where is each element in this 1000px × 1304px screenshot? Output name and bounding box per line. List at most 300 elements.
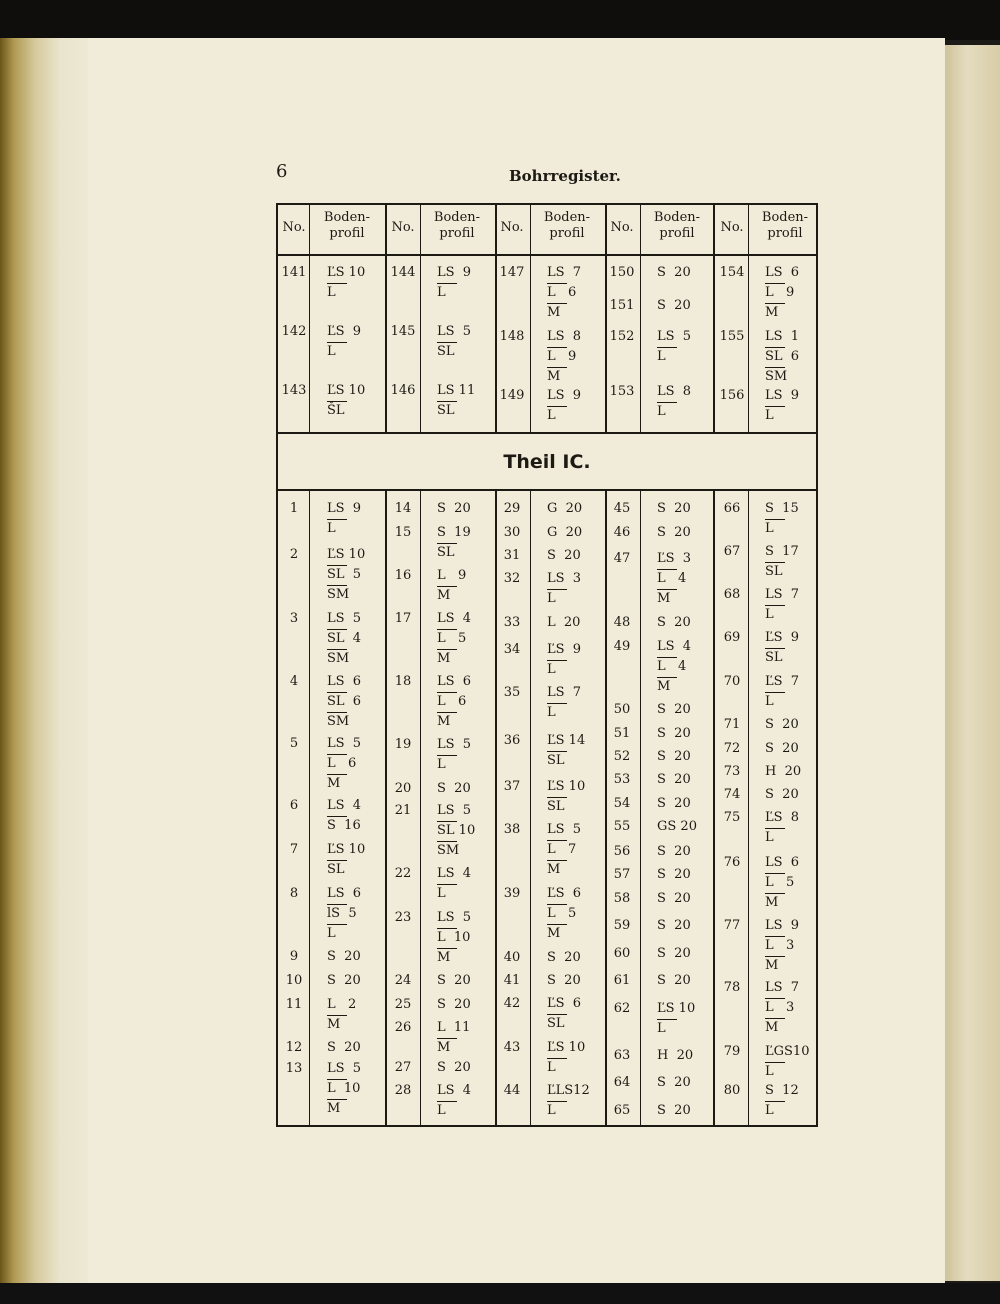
row-number: 60	[613, 946, 631, 961]
soil-profile-line: S 20	[437, 973, 471, 988]
row-number: 72	[723, 741, 741, 756]
soil-profile-line: L	[657, 404, 666, 419]
soil-profile-line: S 20	[657, 726, 691, 741]
soil-profile-line: ĽS 10	[327, 547, 366, 562]
header-line-1: Boden-	[653, 210, 701, 225]
soil-profile-line: S 20	[657, 525, 691, 540]
soil-profile-line: M	[327, 1101, 341, 1116]
soil-profile-line: S 20	[765, 717, 799, 732]
soil-profile-line: SL	[437, 344, 455, 359]
layer-boundary-rule	[547, 924, 567, 925]
header-no: No.	[610, 220, 634, 235]
row-number: 11	[285, 997, 303, 1012]
layer-boundary-rule	[547, 347, 567, 348]
row-number: 39	[503, 886, 521, 901]
soil-profile-line: L	[547, 591, 556, 606]
soil-profile-line: ĽS 10	[327, 842, 366, 857]
soil-profile-line: S 20	[437, 501, 471, 516]
soil-profile-line: M	[765, 895, 779, 910]
soil-profile-line: GS 20	[657, 819, 697, 834]
soil-profile-line: ĽS 10	[327, 265, 366, 280]
row-number: 155	[719, 329, 745, 344]
soil-profile-line: L	[657, 1021, 666, 1036]
soil-profile-line: LS 1	[765, 329, 800, 344]
soil-profile-line: ĽS 7	[765, 674, 800, 689]
soil-profile-line: SM	[437, 843, 460, 858]
soil-profile-line: S 20	[657, 702, 691, 717]
layer-boundary-rule	[327, 342, 347, 343]
row-number: 47	[613, 551, 631, 566]
header-line-2: profil	[439, 226, 475, 241]
row-number: 65	[613, 1103, 631, 1118]
row-number: 63	[613, 1048, 631, 1063]
layer-boundary-rule	[327, 904, 347, 905]
row-number: 148	[499, 329, 525, 344]
column-divider	[530, 491, 531, 1125]
soil-profile-line: M	[437, 651, 451, 666]
row-number: 149	[499, 388, 525, 403]
soil-profile-line: SL	[547, 753, 565, 768]
soil-profile-line: S 20	[657, 867, 691, 882]
row-number: 151	[609, 298, 635, 313]
layer-boundary-rule	[765, 283, 785, 284]
layer-boundary-rule	[657, 1019, 677, 1020]
row-number: 2	[289, 547, 299, 562]
soil-profile-line: S 20	[657, 501, 691, 516]
soil-profile-line: L 9	[547, 349, 577, 364]
soil-profile-line: ĽS 8	[765, 810, 800, 825]
layer-boundary-rule	[327, 924, 347, 925]
soil-profile-line: L 6	[547, 285, 577, 300]
row-number: 77	[723, 918, 741, 933]
soil-profile-line: SL 10	[437, 823, 476, 838]
soil-profile-line: SL	[765, 564, 783, 579]
soil-profile-line: S 20	[657, 1075, 691, 1090]
row-number: 4	[289, 674, 299, 689]
header-bodenprofil	[315, 210, 379, 242]
soil-profile-line: M	[657, 591, 671, 606]
soil-profile-line: S 20	[657, 973, 691, 988]
layer-boundary-rule	[327, 565, 347, 566]
scan-bottom-border	[0, 1283, 1000, 1304]
column-divider	[309, 491, 310, 1125]
layer-boundary-rule	[765, 519, 785, 520]
soil-profile-line: LS 4	[437, 1083, 472, 1098]
soil-profile-line: L 10	[437, 930, 471, 945]
soil-profile-line: S 12	[765, 1083, 799, 1098]
layer-boundary-rule	[547, 283, 567, 284]
section-rule	[276, 489, 818, 491]
row-number: 51	[613, 726, 631, 741]
layer-boundary-rule	[765, 1101, 785, 1102]
soil-profile-line: S 20	[547, 973, 581, 988]
layer-boundary-rule	[547, 797, 567, 798]
soil-profile-line: H 20	[765, 764, 802, 779]
soil-profile-line: ĽS 10	[657, 1001, 696, 1016]
row-number: 76	[723, 855, 741, 870]
row-number: 24	[394, 973, 412, 988]
soil-profile-line: LS 5	[547, 822, 582, 837]
layer-boundary-rule	[657, 402, 677, 403]
row-number: 55	[613, 819, 631, 834]
row-number: 41	[503, 973, 521, 988]
layer-boundary-rule	[547, 1014, 567, 1015]
layer-boundary-rule	[547, 367, 567, 368]
soil-profile-line: ĽS 3	[657, 551, 692, 566]
header-no: No.	[282, 220, 306, 235]
row-number: 78	[723, 980, 741, 995]
row-number: 80	[723, 1083, 741, 1098]
soil-profile-line: LS 4	[657, 639, 692, 654]
layer-boundary-rule	[437, 884, 457, 885]
layer-boundary-rule	[765, 692, 785, 693]
soil-profile-line: LS 6	[327, 886, 362, 901]
row-number: 33	[503, 615, 521, 630]
row-number: 66	[723, 501, 741, 516]
header-bodenprofil	[753, 210, 817, 242]
row-number: 34	[503, 642, 521, 657]
section-title: Theil IC.	[503, 451, 591, 473]
soil-profile-line: ŠL	[327, 403, 345, 418]
layer-boundary-rule	[657, 677, 677, 678]
layer-boundary-rule	[437, 692, 457, 693]
soil-profile-line: L 3	[765, 1000, 795, 1015]
row-number: 58	[613, 891, 631, 906]
scan-top-border	[0, 0, 1000, 40]
soil-profile-line: S 20	[765, 787, 799, 802]
soil-profile-line: L	[765, 694, 774, 709]
soil-profile-line: LS 3	[547, 571, 582, 586]
row-number: 8	[289, 886, 299, 901]
layer-boundary-rule	[765, 998, 785, 999]
layer-boundary-rule	[765, 303, 785, 304]
soil-profile-line: L 20	[547, 615, 581, 630]
layer-boundary-rule	[437, 948, 457, 949]
soil-profile-line: L 7	[547, 842, 577, 857]
row-number: 26	[394, 1020, 412, 1035]
soil-profile-line: L 11	[437, 1020, 471, 1035]
row-number: 49	[613, 639, 631, 654]
layer-boundary-rule	[547, 860, 567, 861]
soil-profile-line: L 4	[657, 659, 687, 674]
column-divider	[748, 491, 749, 1125]
layer-boundary-rule	[327, 1079, 347, 1080]
layer-boundary-rule	[437, 649, 457, 650]
layer-boundary-rule	[657, 347, 677, 348]
layer-boundary-rule	[765, 347, 785, 348]
soil-profile-line: M	[657, 679, 671, 694]
layer-boundary-rule	[327, 629, 347, 630]
soil-profile-line: M	[327, 776, 341, 791]
row-number: 152	[609, 329, 635, 344]
layer-boundary-rule	[547, 703, 567, 704]
layer-boundary-rule	[547, 751, 567, 752]
layer-boundary-rule	[327, 649, 347, 650]
layer-boundary-rule	[327, 519, 347, 520]
soil-profile-line: S 16	[327, 818, 361, 833]
layer-boundary-rule	[327, 774, 347, 775]
row-number: 48	[613, 615, 631, 630]
soil-profile-line: S 20	[765, 741, 799, 756]
row-number: 62	[613, 1001, 631, 1016]
row-number: 141	[281, 265, 307, 280]
row-number: 50	[613, 702, 631, 717]
soil-profile-line: L 3	[765, 938, 795, 953]
soil-profile-line: LS 6	[765, 855, 800, 870]
soil-profile-line: SL	[437, 403, 455, 418]
soil-profile-line: ĽS 14	[547, 733, 586, 748]
soil-profile-line: S 20	[657, 772, 691, 787]
soil-profile-line: L	[765, 830, 774, 845]
soil-profile-line: G 20	[547, 501, 583, 516]
soil-profile-line: L 6	[437, 694, 467, 709]
header-no: No.	[500, 220, 524, 235]
layer-boundary-rule	[765, 956, 785, 957]
soil-profile-line: S 20	[547, 950, 581, 965]
facing-page-edge	[945, 45, 1000, 1281]
row-number: 36	[503, 733, 521, 748]
layer-boundary-rule	[437, 586, 457, 587]
soil-profile-line: L	[547, 1060, 556, 1075]
soil-profile-line: H 20	[657, 1048, 694, 1063]
layer-boundary-rule	[437, 342, 457, 343]
row-number: 79	[723, 1044, 741, 1059]
layer-boundary-rule	[765, 1062, 785, 1063]
soil-profile-line: ĽS 10	[327, 383, 366, 398]
row-number: 147	[499, 265, 525, 280]
soil-profile-line: S 17	[765, 544, 799, 559]
layer-boundary-rule	[765, 873, 785, 874]
layer-boundary-rule	[327, 1015, 347, 1016]
soil-profile-line: SL	[437, 545, 455, 560]
column-divider	[530, 205, 531, 433]
layer-boundary-rule	[547, 660, 567, 661]
column-divider	[748, 205, 749, 433]
soil-profile-line: L 4	[657, 571, 687, 586]
soil-profile-line: L	[437, 757, 446, 772]
row-number: 6	[289, 798, 299, 813]
soil-profile-line: SL	[765, 650, 783, 665]
header-bodenprofil	[425, 210, 489, 242]
layer-boundary-rule	[327, 401, 347, 402]
soil-profile-line: LS 5	[437, 737, 472, 752]
row-number: 153	[609, 384, 635, 399]
header-line-1: Boden-	[543, 210, 591, 225]
row-number: 42	[503, 996, 521, 1011]
column-divider	[713, 491, 715, 1125]
soil-profile-line: ĽS 10	[547, 1040, 586, 1055]
soil-profile-line: S 20	[657, 265, 691, 280]
layer-boundary-rule	[547, 904, 567, 905]
row-number: 7	[289, 842, 299, 857]
layer-boundary-rule	[437, 821, 457, 822]
soil-profile-line: S 20	[657, 298, 691, 313]
soil-profile-line: S 20	[657, 615, 691, 630]
soil-profile-line: S 20	[657, 749, 691, 764]
soil-profile-line: ĽGS10	[765, 1044, 810, 1059]
layer-boundary-rule	[765, 605, 785, 606]
soil-profile-line: S 20	[657, 918, 691, 933]
row-number: 44	[503, 1083, 521, 1098]
soil-profile-line: LS 5	[327, 1061, 362, 1076]
layer-boundary-rule	[765, 936, 785, 937]
soil-profile-line: L 2	[327, 997, 357, 1012]
layer-boundary-rule	[547, 1101, 567, 1102]
soil-profile-line: ĽS 6	[547, 996, 582, 1011]
row-number: 46	[613, 525, 631, 540]
header-line-1: Boden-	[433, 210, 481, 225]
row-number: 31	[503, 548, 521, 563]
soil-profile-line: S 20	[547, 548, 581, 563]
row-number: 74	[723, 787, 741, 802]
soil-profile-line: LS 8	[657, 384, 692, 399]
soil-profile-line: L	[327, 521, 336, 536]
row-number: 145	[390, 324, 416, 339]
soil-profile-line: S 19	[437, 525, 471, 540]
soil-profile-line: LS 5	[437, 324, 472, 339]
row-number: 29	[503, 501, 521, 516]
soil-profile-line: S 20	[657, 844, 691, 859]
layer-boundary-rule	[657, 589, 677, 590]
row-number: 70	[723, 674, 741, 689]
layer-boundary-rule	[437, 755, 457, 756]
row-number: 56	[613, 844, 631, 859]
row-number: 75	[723, 810, 741, 825]
soil-profile-line: LS 8	[547, 329, 582, 344]
layer-boundary-rule	[765, 893, 785, 894]
soil-profile-line: M	[547, 305, 561, 320]
row-number: 146	[390, 383, 416, 398]
header-line-2: profil	[549, 226, 585, 241]
row-number: 27	[394, 1060, 412, 1075]
row-number: 5	[289, 736, 299, 751]
soil-profile-line: L	[437, 285, 446, 300]
row-number: 144	[390, 265, 416, 280]
soil-profile-line: LS 4	[437, 611, 472, 626]
row-number: 35	[503, 685, 521, 700]
layer-boundary-rule	[657, 569, 677, 570]
soil-profile-line: M	[437, 950, 451, 965]
soil-profile-line: L	[437, 1103, 446, 1118]
soil-profile-line: SL 4	[327, 631, 362, 646]
header-line-2: profil	[659, 226, 695, 241]
book-page-edges	[0, 38, 100, 1283]
row-number: 43	[503, 1040, 521, 1055]
soil-profile-line: SM	[327, 587, 350, 602]
soil-profile-line: L	[327, 344, 336, 359]
layer-boundary-rule	[327, 1099, 347, 1100]
soil-profile-line: S 20	[437, 997, 471, 1012]
soil-profile-line: SL	[327, 862, 345, 877]
row-number: 73	[723, 764, 741, 779]
soil-profile-line: L 5	[437, 631, 467, 646]
row-number: 15	[394, 525, 412, 540]
layer-boundary-rule	[327, 692, 347, 693]
row-number: 22	[394, 866, 412, 881]
header-line-2: profil	[767, 226, 803, 241]
soil-profile-line: S 20	[327, 973, 361, 988]
soil-profile-line: LS 5	[327, 736, 362, 751]
layer-boundary-rule	[765, 562, 785, 563]
soil-profile-line: ĽS 9	[765, 630, 800, 645]
row-number: 32	[503, 571, 521, 586]
soil-profile-line: SM	[327, 651, 350, 666]
soil-profile-line: LS 7	[765, 980, 800, 995]
soil-profile-line: S 20	[437, 781, 471, 796]
soil-profile-line: LS 9	[765, 918, 800, 933]
soil-profile-line: L	[327, 926, 336, 941]
soil-profile-line: L 6	[327, 756, 357, 771]
soil-profile-line: LS 5	[327, 611, 362, 626]
row-number: 69	[723, 630, 741, 645]
layer-boundary-rule	[547, 406, 567, 407]
soil-profile-line: S 20	[657, 1103, 691, 1118]
soil-profile-line: S 15	[765, 501, 799, 516]
header-bodenprofil	[645, 210, 709, 242]
row-number: 142	[281, 324, 307, 339]
row-number: 13	[285, 1061, 303, 1076]
column-divider	[640, 205, 641, 433]
column-divider	[385, 491, 387, 1125]
soil-profile-line: S 20	[657, 796, 691, 811]
soil-profile-line: L	[657, 349, 666, 364]
running-head: Bohrregister.	[509, 167, 621, 185]
soil-profile-line: LS 5	[657, 329, 692, 344]
soil-profile-line: L	[547, 662, 556, 677]
soil-profile-line: LS 7	[765, 587, 800, 602]
layer-boundary-rule	[437, 712, 457, 713]
soil-profile-line: L 10	[327, 1081, 361, 1096]
soil-profile-line: LS 6	[765, 265, 800, 280]
layer-boundary-rule	[327, 283, 347, 284]
layer-boundary-rule	[327, 860, 347, 861]
column-divider	[640, 491, 641, 1125]
row-number: 37	[503, 779, 521, 794]
row-number: 3	[289, 611, 299, 626]
row-number: 1	[289, 501, 299, 516]
row-number: 45	[613, 501, 631, 516]
layer-boundary-rule	[437, 543, 457, 544]
soil-profile-line: M	[547, 862, 561, 877]
soil-profile-line: LS 5	[437, 910, 472, 925]
layer-boundary-rule	[765, 828, 785, 829]
row-number: 30	[503, 525, 521, 540]
row-number: 150	[609, 265, 635, 280]
layer-boundary-rule	[437, 928, 457, 929]
soil-profile-line: ĽS 10	[547, 779, 586, 794]
soil-profile-line: L 5	[765, 875, 795, 890]
row-number: 53	[613, 772, 631, 787]
soil-profile-line: S 20	[657, 946, 691, 961]
layer-boundary-rule	[765, 1018, 785, 1019]
soil-profile-line: S 20	[327, 1040, 361, 1055]
row-number: 57	[613, 867, 631, 882]
soil-profile-line: L 9	[437, 568, 467, 583]
header-no: No.	[391, 220, 415, 235]
row-number: 143	[281, 383, 307, 398]
soil-profile-line: M	[437, 588, 451, 603]
soil-profile-line: LS 7	[547, 265, 582, 280]
soil-profile-line: ĽS 6	[547, 886, 582, 901]
soil-profile-line: LS 7	[547, 685, 582, 700]
soil-profile-line: M	[765, 1020, 779, 1035]
layer-boundary-rule	[437, 841, 457, 842]
soil-profile-line: LS 9	[437, 265, 472, 280]
row-number: 21	[394, 803, 412, 818]
row-number: 54	[613, 796, 631, 811]
soil-profile-line: M	[765, 305, 779, 320]
soil-profile-line: L	[547, 1103, 556, 1118]
